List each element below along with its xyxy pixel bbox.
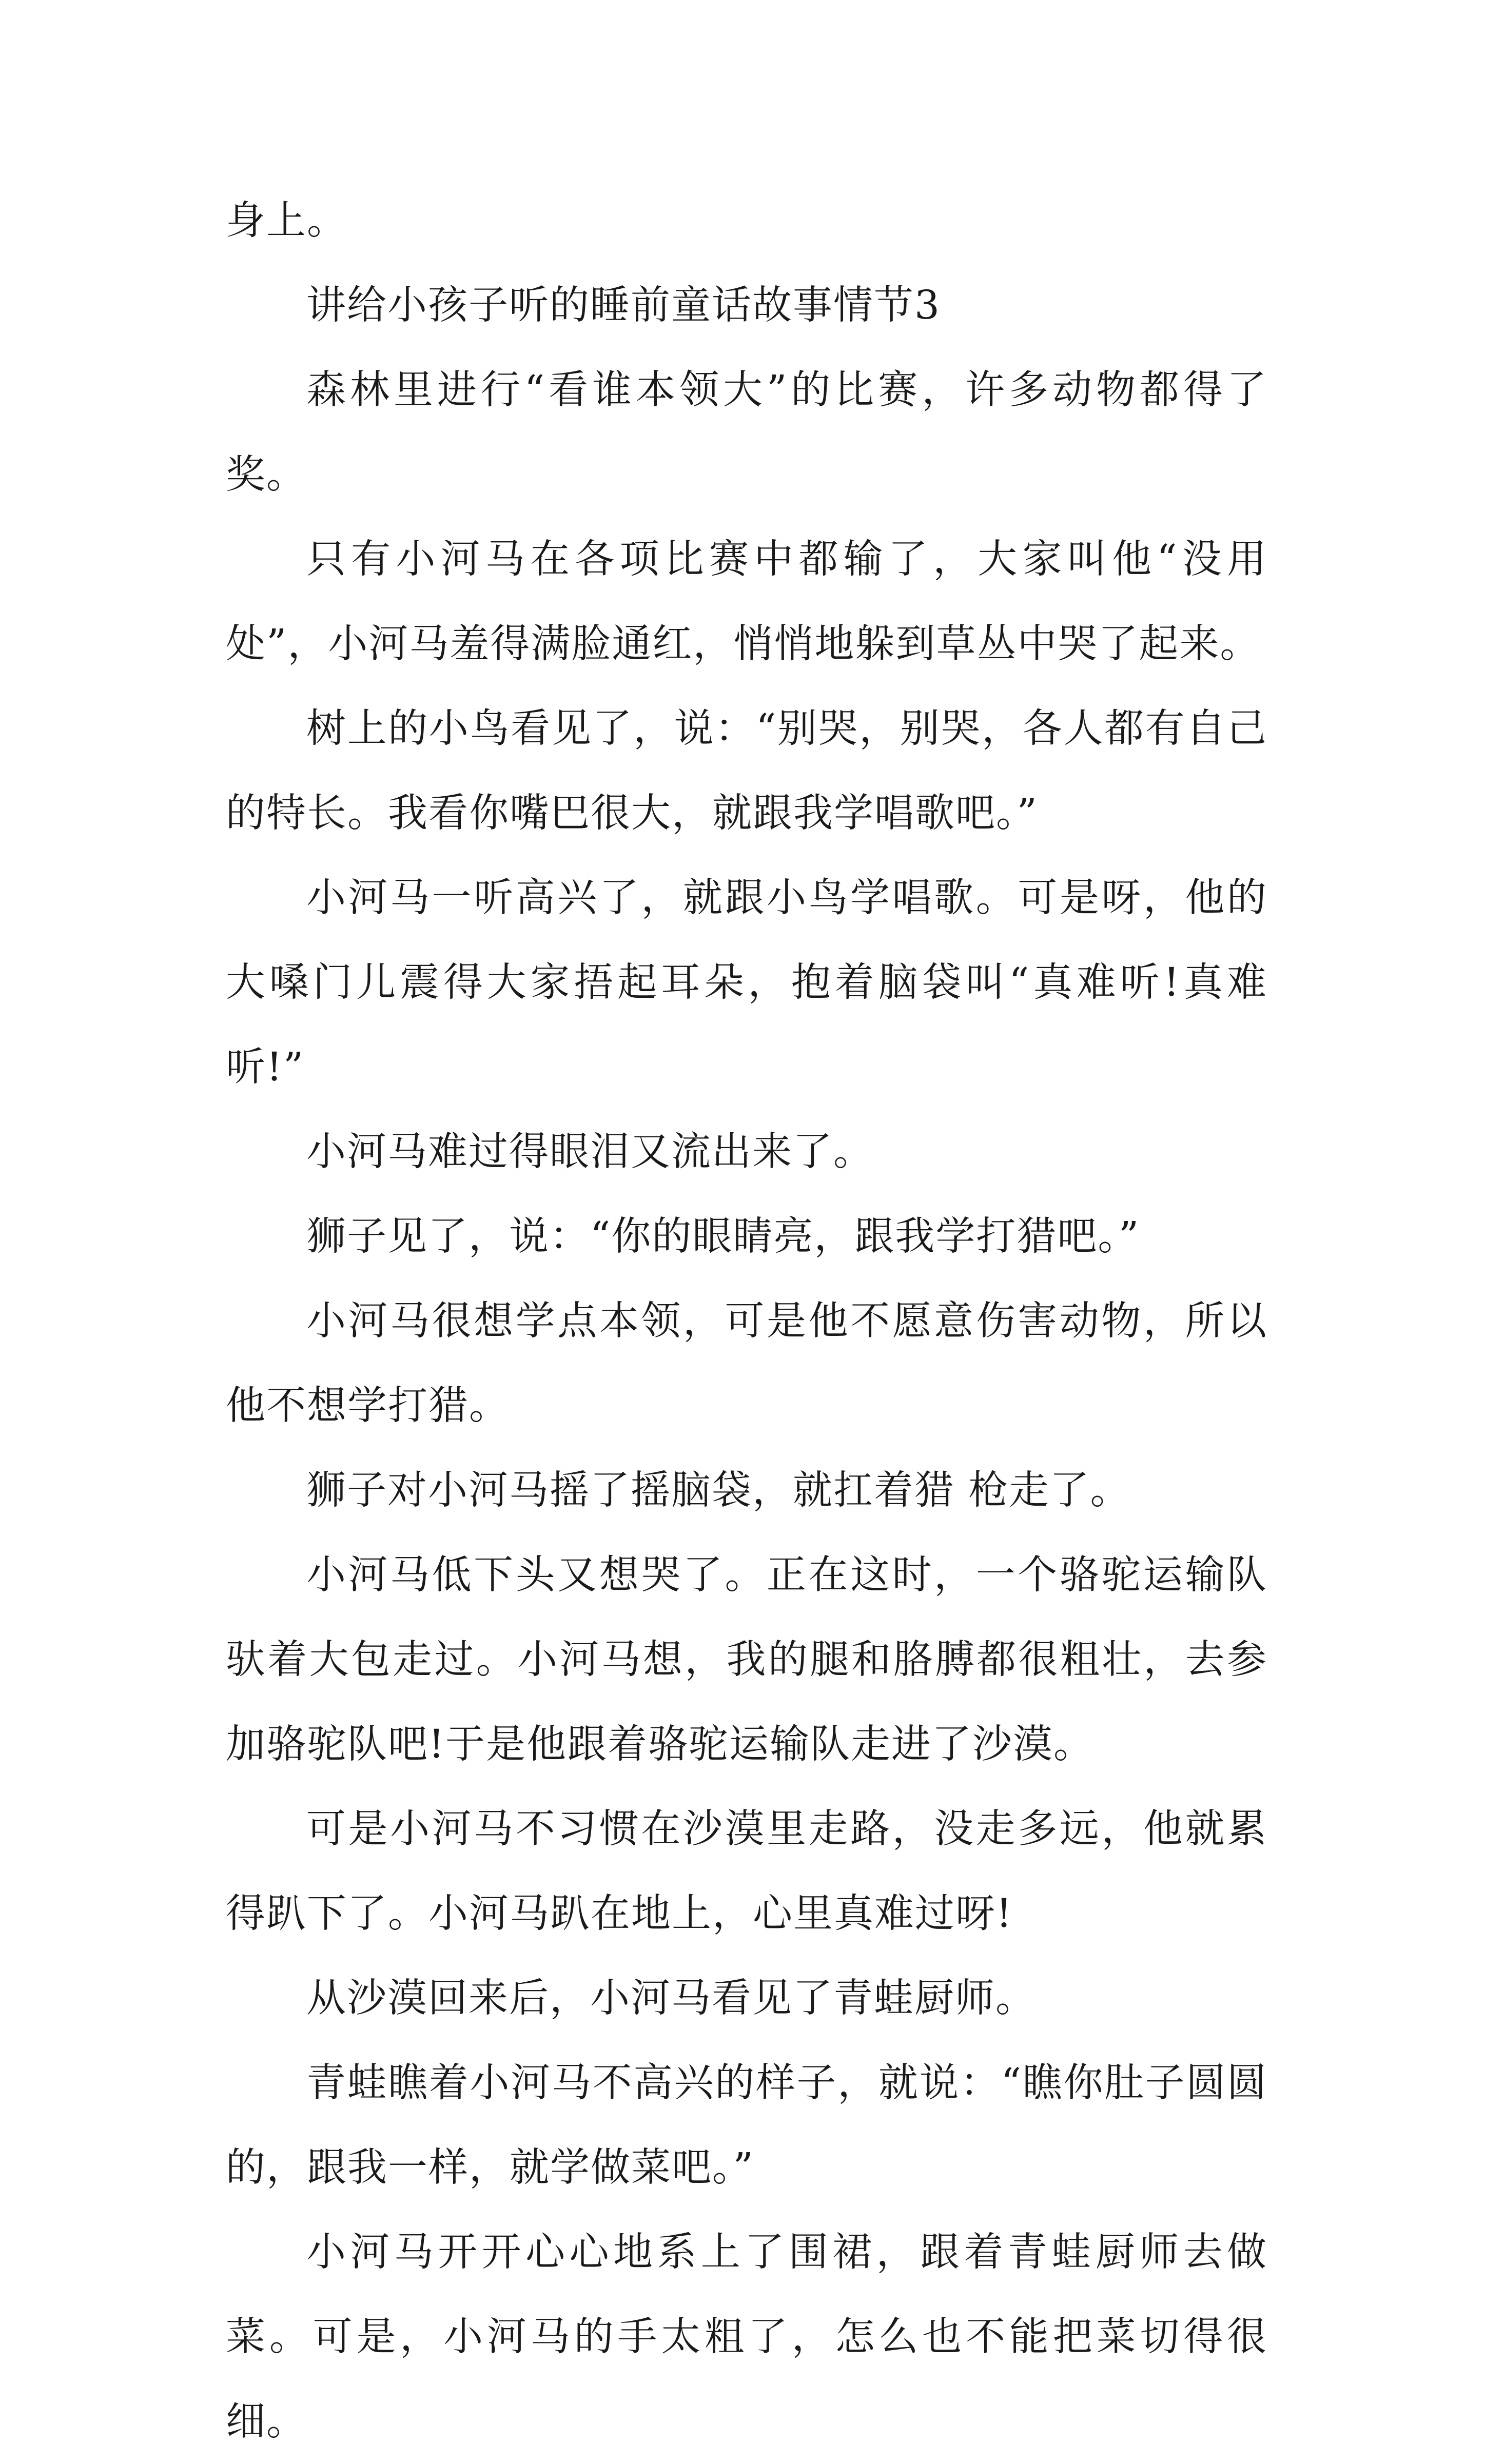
paragraph: 青蛙瞧着小河马不高兴的样子，就说：“瞧你肚子圆圆的，跟我一样，就学做菜吧。” [226,2060,1267,2191]
paragraph-continuation: 身上。 [226,198,347,244]
paragraph: 树上的小鸟看见了，说：“别哭，别哭，各人都有自己的特长。我看你嘴巴很大，就跟我学唱歌吧。” [226,706,1267,836]
paragraph: 森林里进行“看谁本领大”的比赛，许多动物都得了奖。 [226,367,1267,498]
paragraph: 狮子对小河马摇了摇脑袋，就扛着猎 枪走了。 [306,1468,1131,1513]
story-heading: 讲给小孩子听的睡前童话故事情节3 [306,283,941,328]
paragraph: 从沙漠回来后，小河马看见了青蛙厨师。 [306,1976,1036,2021]
paragraph: 小河马低下头又想哭了。正在这时，一个骆驼运输队驮着大包走过。小河马想，我的腿和胳膊都很粗壮，去参加骆驼队吧!于是他跟着骆驼运输队走进了沙漠。 [226,1552,1267,1767]
paragraph: 小河马很想学点本领，可是他不愿意伤害动物，所以他不想学打猎。 [226,1298,1267,1429]
paragraph: 只有小河马在各项比赛中都输了，大家叫他“没用处”，小河马羞得满脸通红，悄悄地躲到草丛中哭了起来。 [226,537,1267,667]
paragraph: 小河马难过得眼泪又流出来了。 [306,1129,874,1175]
paragraph: 可是小河马不习惯在沙漠里走路，没走多远，他就累得趴下了。小河马趴在地上，心里真难过呀! [226,1806,1267,1937]
paragraph: 狮子见了，说：“你的眼睛亮，跟我学打猎吧。” [306,1214,1140,1259]
paragraph: 小河马开开心心地系上了围裙，跟着青蛙厨师去做菜。可是，小河马的手太粗了，怎么也不能把菜切得很细。 [226,2230,1267,2445]
story-text [226,179,1267,2464]
paragraph: 小河马一听高兴了，就跟小鸟学唱歌。可是呀，他的大嗓门儿震得大家捂起耳朵，抱着脑袋叫“真难听!真难听!” [226,875,1267,1090]
